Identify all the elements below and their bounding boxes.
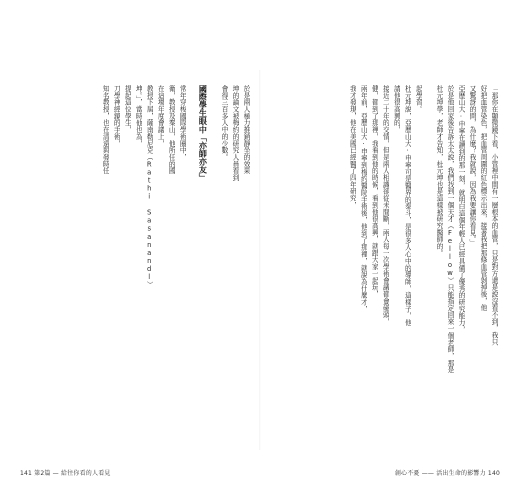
left-page-columns <box>22 85 250 415</box>
text-column <box>424 85 432 415</box>
text-column: 好把血管染色，把血管周圍的紅色標示出來，接著我把那條血管剝掉後，他 <box>479 85 487 312</box>
text-column: 坤的論文被梅約的研究人員看到 <box>231 85 239 181</box>
text-column: 兩年前，亞歷山大‧申寧到梅約醫院手術後，他到了那裡，就說為什麼才， <box>359 85 368 313</box>
text-column: 接近二十年的交情，但是兩人相識卻從未間斷，兩人每一次學術會議都會碰頭， <box>381 85 390 325</box>
text-column: 健，都到了那裡，我看到他的時候，看到他很高興，就跟大家一起玩， <box>370 85 379 298</box>
text-column: 教授下屆，薩南勒尼克（Rathi Sasanandl） <box>145 85 154 288</box>
text-column: 「那你在顯微鏡下看，小管裡中間有一層根本的血管，只是對方還是說沒看不到，我只 <box>490 85 498 346</box>
right-page <box>270 85 498 415</box>
book-gutter <box>259 70 261 450</box>
text-column: 知名教授，也在清遠與發時任 <box>101 85 110 175</box>
text-column: 亞歷山大‧申寧在讀到的那一刻，就明白這個年輕人已經具備了優秀的研究能力， <box>457 85 465 333</box>
section-heading: 國際學生眼中「亦師亦友」 <box>198 85 208 182</box>
text-column: 坤。」，當時他也為， <box>134 85 143 147</box>
text-column: 杜元坤說，亞歷山大‧申寧可是醫界的泰斗，是很多人心中的導師，這樣子，他 <box>403 85 412 326</box>
text-column: 起學習。 <box>414 85 423 113</box>
left-page <box>22 85 250 415</box>
text-column: 提起這位學生， <box>123 85 132 133</box>
text-column: 於是他回家後告訴太太說，我們找到一個天才（Fellow）只能指定回來一個老師，那是 <box>446 85 454 374</box>
right-page-columns <box>270 85 498 415</box>
text-column: 刀學神經鏡的手術， <box>112 85 121 147</box>
text-column: 衛，教授及秦山，他所任的國 <box>167 85 176 175</box>
text-column <box>188 85 196 415</box>
text-column: 在這場年度會議上， <box>156 85 165 147</box>
text-column: 請他很高興的， <box>392 85 401 133</box>
text-column <box>209 85 217 415</box>
text-column: 我才發現，他在美國已經醫了四年研究， <box>348 85 357 209</box>
text-column: 杜元坤學，老師才告知，杜元坤也是這樣被研究醫師的。 <box>435 85 443 257</box>
text-column: 常年穿梭國際學術圈中， <box>178 85 187 161</box>
text-column: 於是兩人極力推銷靜坐的效果 <box>242 85 250 175</box>
text-column: 會得三百多人中的少數。 <box>220 85 228 161</box>
right-page-footer: 創心不憂 —— 活出生命的影響力 140 <box>394 470 500 477</box>
left-page-footer: 141 第2篇 — 給往你看的人看見 <box>20 470 111 477</box>
text-column: 又驚訝的問，為什麼？我就說，因為我要讓你看見。」 <box>468 85 476 246</box>
